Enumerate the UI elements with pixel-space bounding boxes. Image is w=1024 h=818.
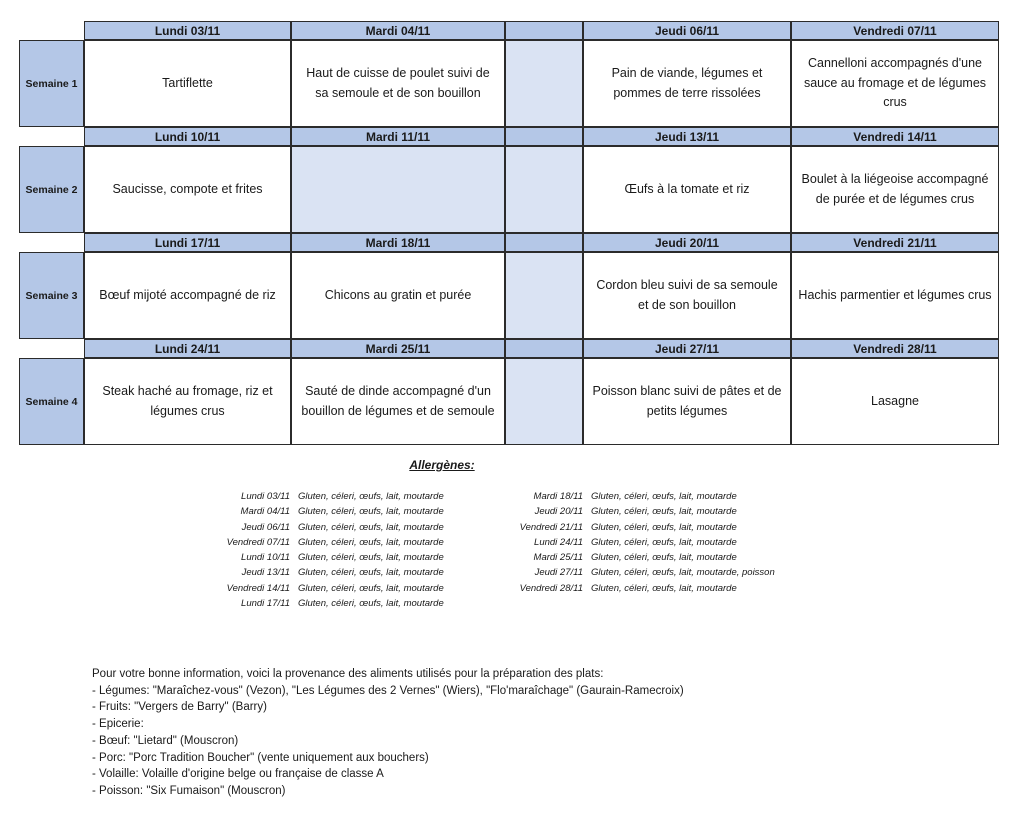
provenance-item-legumes: - Légumes: "Maraîchez-vous" (Vezon), "Les Légumes des 2 Vernes" (Wiers), "Flo'maraîchage" (Gaurain-Ramecroix): [92, 684, 684, 697]
week-3-header-row: [19, 233, 999, 252]
allergen-row: [180, 520, 473, 535]
wednesday-gap-cell: [505, 252, 583, 339]
allergen-row: [180, 504, 473, 519]
week-4-block: [19, 339, 999, 445]
meal-cell-lundi: Saucisse, compote et frites: [84, 146, 291, 233]
allergen-row: [473, 535, 775, 550]
meal-cell-mardi: Sauté de dinde accompagné d'un bouillon de légumes et de semoule: [291, 358, 505, 445]
day-header-gap: [505, 127, 583, 146]
allergen-row: [180, 535, 473, 550]
week-2-header-row: [19, 127, 999, 146]
meal-cell-lundi: Tartiflette: [84, 40, 291, 127]
wednesday-gap-cell: [505, 358, 583, 445]
allergen-list: Gluten, céleri, œufs, lait, moutarde, poisson: [591, 567, 775, 579]
day-header-jeudi: Jeudi 06/11: [583, 21, 791, 40]
header-corner-spacer: [19, 233, 84, 252]
provenance-item-epicerie: - Epicerie:: [92, 718, 144, 731]
allergen-date: Lundi 24/11: [534, 536, 583, 548]
provenance-intro: Pour votre bonne information, voici la provenance des aliments utilisés pour la préparation des plats:: [92, 668, 604, 680]
day-header-lundi: Lundi 10/11: [84, 127, 291, 146]
allergen-row: [473, 520, 775, 535]
meal-cell-jeudi: Œufs à la tomate et riz: [583, 146, 791, 233]
day-header-lundi: Lundi 03/11: [84, 21, 291, 40]
provenance-item-volaille: - Volaille: Volaille d'origine belge ou française de classe A: [92, 768, 384, 781]
week-label: Semaine 4: [19, 358, 84, 445]
meal-cell-vendredi: Lasagne: [791, 358, 999, 445]
allergen-date: Lundi 03/11: [241, 491, 290, 502]
week-2-block: [19, 127, 999, 233]
allergen-date: Lundi 10/11: [241, 552, 290, 564]
allergens-title: Allergènes:: [409, 458, 475, 472]
day-header-mardi: Mardi 04/11: [291, 21, 505, 40]
day-header-gap: [505, 21, 583, 40]
day-header-vendredi: Vendredi 21/11: [791, 233, 999, 252]
week-label: Semaine 1: [19, 40, 84, 127]
allergen-date: Vendredi 28/11: [519, 582, 583, 594]
week-label: Semaine 3: [19, 252, 84, 339]
allergen-list: Gluten, céleri, œufs, lait, moutarde: [298, 582, 444, 594]
provenance-item-boeuf: - Bœuf: "Lietard" (Mouscron): [92, 734, 239, 747]
allergen-row: [473, 504, 775, 519]
header-corner-spacer: [19, 339, 84, 358]
meal-cell-lundi: Bœuf mijoté accompagné de riz: [84, 252, 291, 339]
allergens-section: [0, 458, 1024, 611]
allergen-date: Jeudi 27/11: [534, 567, 583, 579]
day-header-vendredi: Vendredi 28/11: [791, 339, 999, 358]
allergen-list: Gluten, céleri, œufs, lait, moutarde: [298, 506, 444, 518]
meal-cell-lundi: Steak haché au fromage, riz et légumes crus: [84, 358, 291, 445]
header-corner-spacer: [19, 21, 84, 40]
week-4-content-row: [19, 358, 999, 445]
week-1-header-row: [19, 21, 999, 40]
allergen-date: Jeudi 13/11: [241, 567, 290, 579]
meal-cell-mardi: Chicons au gratin et purée: [291, 252, 505, 339]
allergen-list: Gluten, céleri, œufs, lait, moutarde: [298, 552, 444, 564]
day-header-mardi: Mardi 25/11: [291, 339, 505, 358]
allergen-row: [473, 489, 775, 504]
allergen-list: Gluten, céleri, œufs, lait, moutarde: [591, 536, 737, 548]
meal-cell-jeudi: Poisson blanc suivi de pâtes et de petits légumes: [583, 358, 791, 445]
allergen-list: Gluten, céleri, œufs, lait, moutarde: [298, 536, 444, 548]
allergen-list: Gluten, céleri, œufs, lait, moutarde: [298, 598, 444, 610]
allergen-row: [473, 581, 775, 596]
week-3-block: [19, 233, 999, 339]
allergen-date: Mardi 25/11: [533, 552, 583, 564]
allergen-row: [180, 489, 473, 504]
allergens-left-column: [180, 489, 473, 611]
allergen-list: Gluten, céleri, œufs, lait, moutarde: [591, 506, 737, 518]
meal-cell-jeudi: Cordon bleu suivi de sa semoule et de son bouillon: [583, 252, 791, 339]
provenance-item-fruits: - Fruits: "Vergers de Barry" (Barry): [92, 701, 267, 714]
allergen-row: [180, 565, 473, 580]
day-header-vendredi: Vendredi 14/11: [791, 127, 999, 146]
allergen-date: Lundi 17/11: [241, 598, 290, 610]
provenance-section: [92, 666, 684, 800]
day-header-jeudi: Jeudi 13/11: [583, 127, 791, 146]
day-header-lundi: Lundi 17/11: [84, 233, 291, 252]
allergen-list: Gluten, céleri, œufs, lait, moutarde: [298, 491, 444, 502]
meal-cell-vendredi: Hachis parmentier et légumes crus: [791, 252, 999, 339]
day-header-mardi: Mardi 11/11: [291, 127, 505, 146]
wednesday-gap-cell: [505, 146, 583, 233]
day-header-mardi: Mardi 18/11: [291, 233, 505, 252]
meal-cell-vendredi: Cannelloni accompagnés d'une sauce au fromage et de légumes crus: [791, 40, 999, 127]
meal-cell-vendredi: Boulet à la liégeoise accompagné de purée et de légumes crus: [791, 146, 999, 233]
week-label: Semaine 2: [19, 146, 84, 233]
allergen-row: [473, 565, 775, 580]
provenance-item-poisson: - Poisson: "Six Fumaison" (Mouscron): [92, 784, 286, 797]
day-header-lundi: Lundi 24/11: [84, 339, 291, 358]
allergens-columns: [180, 489, 1024, 611]
allergen-date: Jeudi 20/11: [534, 506, 583, 518]
allergens-right-column: [473, 489, 775, 596]
menu-table: [19, 21, 999, 445]
allergen-row: [180, 596, 473, 611]
allergen-date: Jeudi 06/11: [241, 521, 290, 533]
week-4-header-row: [19, 339, 999, 358]
allergen-row: [473, 550, 775, 565]
day-header-gap: [505, 339, 583, 358]
allergen-date: Vendredi 14/11: [226, 582, 290, 594]
allergen-date: Mardi 04/11: [240, 506, 290, 518]
day-header-jeudi: Jeudi 27/11: [583, 339, 791, 358]
allergen-row: [180, 581, 473, 596]
allergen-row: [180, 550, 473, 565]
allergen-list: Gluten, céleri, œufs, lait, moutarde: [591, 552, 737, 564]
allergen-date: Vendredi 21/11: [519, 521, 583, 533]
day-header-gap: [505, 233, 583, 252]
week-2-content-row: [19, 146, 999, 233]
wednesday-gap-cell: [505, 40, 583, 127]
allergen-list: Gluten, céleri, œufs, lait, moutarde: [591, 491, 737, 502]
allergen-date: Mardi 18/11: [533, 491, 583, 502]
meal-cell-jeudi: Pain de viande, légumes et pommes de terre rissolées: [583, 40, 791, 127]
meal-cell-mardi: Haut de cuisse de poulet suivi de sa semoule et de son bouillon: [291, 40, 505, 127]
week-1-block: [19, 21, 999, 127]
week-1-content-row: [19, 40, 999, 127]
week-3-content-row: [19, 252, 999, 339]
header-corner-spacer: [19, 127, 84, 146]
allergen-list: Gluten, céleri, œufs, lait, moutarde: [298, 521, 444, 533]
allergen-date: Vendredi 07/11: [226, 536, 290, 548]
provenance-item-porc: - Porc: "Porc Tradition Boucher" (vente uniquement aux bouchers): [92, 751, 429, 764]
allergen-list: Gluten, céleri, œufs, lait, moutarde: [591, 582, 737, 594]
day-header-vendredi: Vendredi 07/11: [791, 21, 999, 40]
meal-cell-mardi-empty: [291, 146, 505, 233]
day-header-jeudi: Jeudi 20/11: [583, 233, 791, 252]
allergen-list: Gluten, céleri, œufs, lait, moutarde: [298, 567, 444, 579]
allergen-list: Gluten, céleri, œufs, lait, moutarde: [591, 521, 737, 533]
